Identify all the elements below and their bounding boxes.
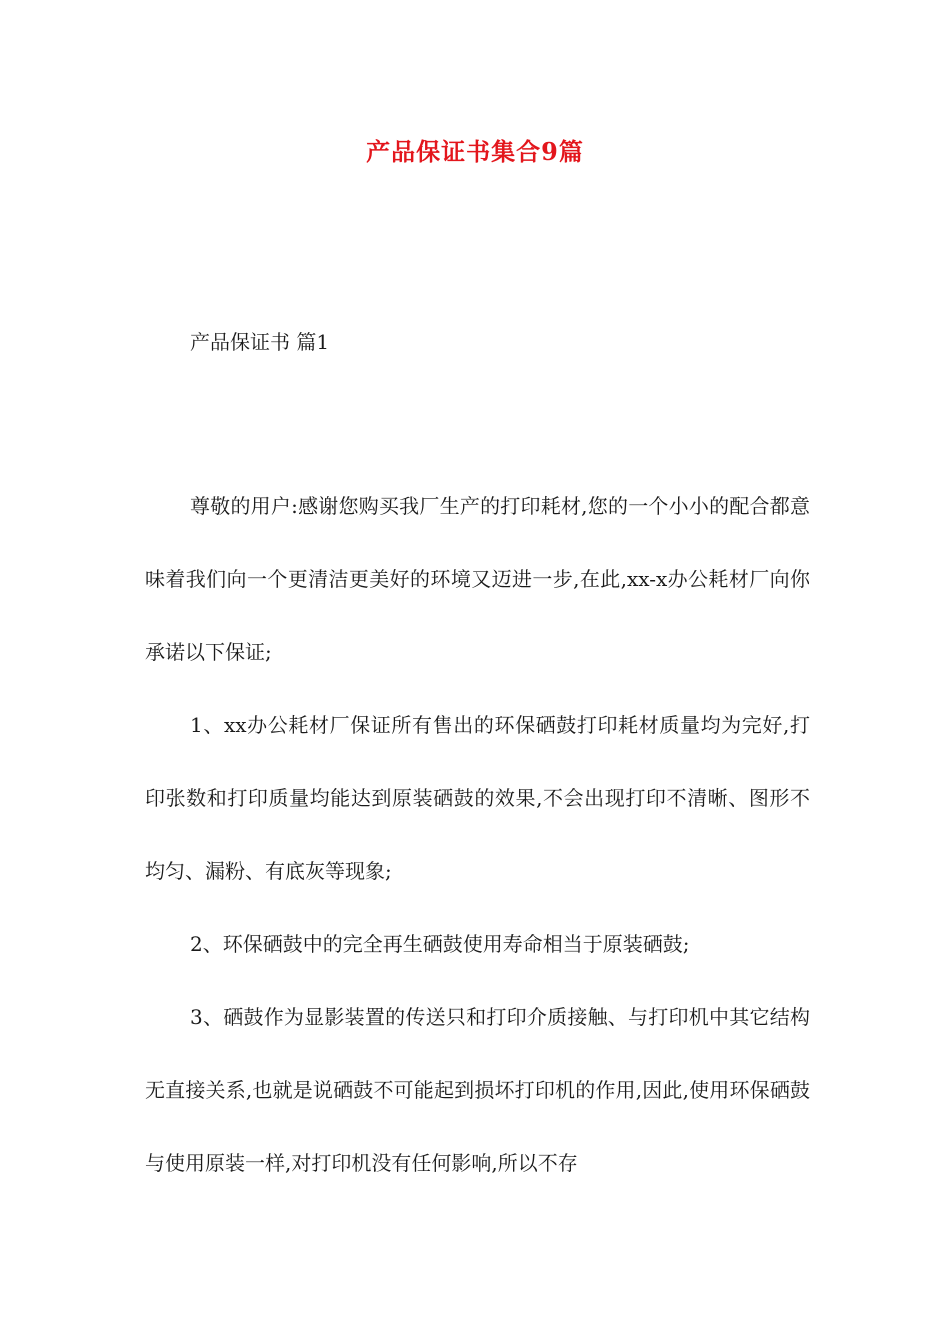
paragraph-item-3: 3、硒鼓作为显影装置的传送只和打印介质接触、与打印机中其它结构无直接关系,也就是说硒鼓不可能起到损坏打印机的作用,因此,使用环保硒鼓与使用原装一样,对打印机没有任何影响,所以不存 <box>145 1005 810 1175</box>
paragraph-item-1: 1、xx办公耗材厂保证所有售出的环保硒鼓打印耗材质量均为完好,打印张数和打印质量均能达到原装硒鼓的效果,不会出现打印不清晰、图形不均匀、漏粉、有底灰等现象; <box>145 713 810 883</box>
document-title: 产品保证书集合9篇 <box>366 137 584 166</box>
document-body <box>145 470 810 1200</box>
section-heading: 产品保证书 篇1 <box>190 330 330 354</box>
paragraph-item-2: 2、环保硒鼓中的完全再生硒鼓使用寿命相当于原装硒鼓; <box>190 932 690 956</box>
paragraph-greeting: 尊敬的用户:感谢您购买我厂生产的打印耗材,您的一个小小的配合都意味着我们向一个更清洁更美好的环境又迈进一步,在此,xx-x办公耗材厂向你承诺以下保证; <box>145 494 810 664</box>
